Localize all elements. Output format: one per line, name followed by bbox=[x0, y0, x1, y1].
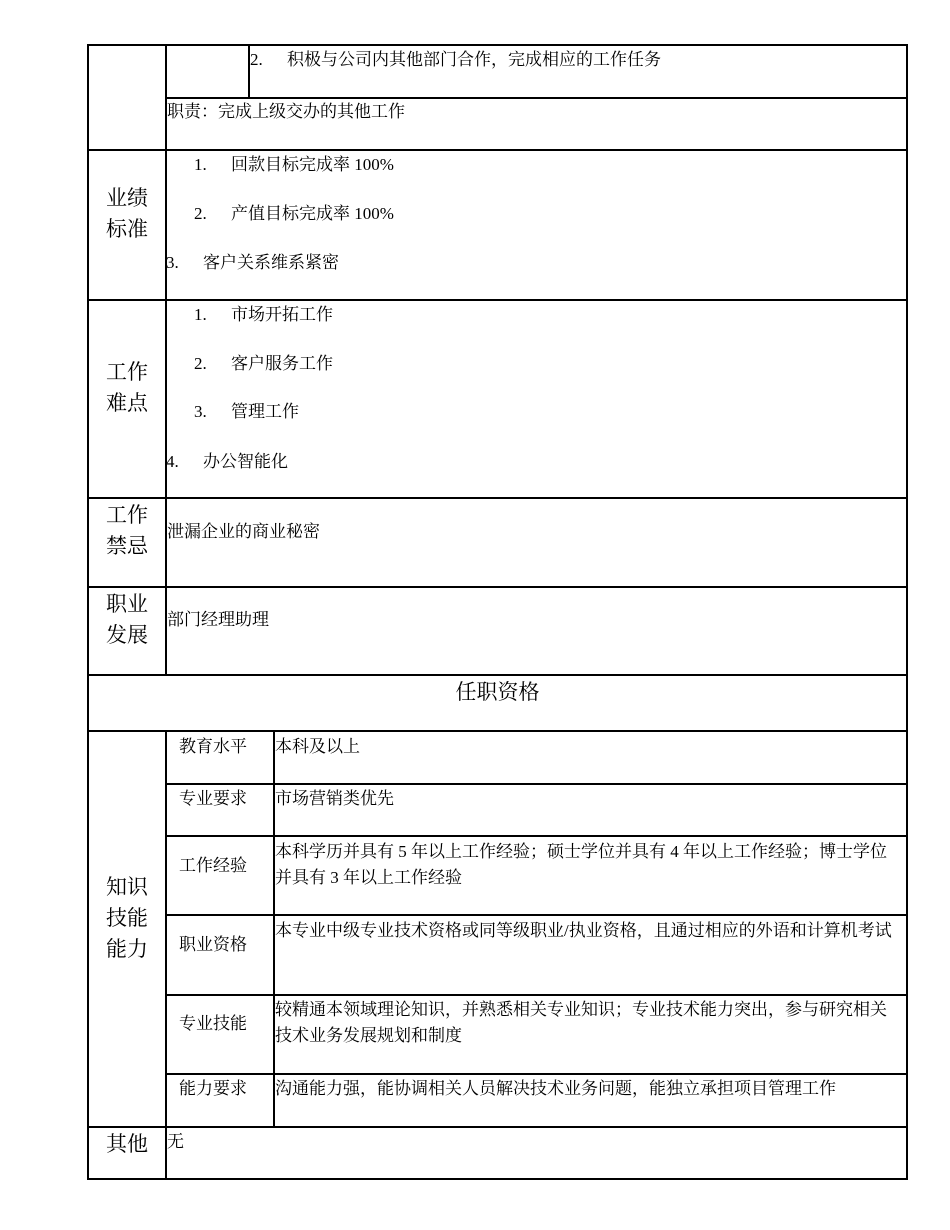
table-border-bottom bbox=[87, 1178, 908, 1180]
label-divider-upper bbox=[165, 44, 167, 676]
career-label: 职业 发展 bbox=[106, 592, 148, 647]
divider-qual-title bbox=[87, 674, 908, 676]
qual-row-1-name: 教育水平 bbox=[179, 737, 247, 756]
difficulty-item-4-text: 办公智能化 bbox=[203, 452, 288, 471]
difficulties-label: 工作 难点 bbox=[106, 360, 148, 415]
label-divider-lower bbox=[165, 731, 167, 1179]
difficulty-item-4-number: 4. bbox=[166, 452, 179, 471]
duty-item-text: 积极与公司内其他部门合作，完成相应的工作任务 bbox=[287, 50, 661, 69]
qual-row-2-value: 市场营销类优先 bbox=[275, 789, 394, 808]
table-border-right bbox=[906, 44, 908, 1180]
qual-row-5-value: 较精通本领域理论知识，并熟悉相关专业知识；专业技术能力突出，参与研究相关技术业务发展规划和制度 bbox=[275, 1000, 887, 1045]
divider-qual-body bbox=[87, 730, 908, 732]
taboos-text: 泄漏企业的商业秘密 bbox=[167, 522, 320, 541]
performance-label: 业绩 标准 bbox=[106, 186, 148, 241]
qual-row-divider-3 bbox=[165, 914, 908, 916]
difficulty-item-1-number: 1. bbox=[194, 305, 207, 324]
performance-item-3-number: 3. bbox=[166, 253, 179, 272]
performance-item-1-text: 回款目标完成率 100% bbox=[231, 155, 394, 174]
table-border-left bbox=[87, 44, 89, 1180]
qual-row-6-name: 能力要求 bbox=[179, 1079, 247, 1098]
performance-item-3-text: 客户关系维系紧密 bbox=[203, 253, 339, 272]
other-label: 其他 bbox=[106, 1132, 148, 1156]
difficulty-item-2-text: 客户服务工作 bbox=[231, 354, 333, 373]
qual-row-divider-2 bbox=[165, 835, 908, 837]
other-text: 无 bbox=[167, 1132, 184, 1151]
qual-row-divider-1 bbox=[165, 783, 908, 785]
qual-row-6-value: 沟通能力强，能协调相关人员解决技术业务问题，能独立承担项目管理工作 bbox=[275, 1079, 836, 1098]
qual-row-3-name: 工作经验 bbox=[179, 856, 247, 875]
other-duty-text: 职责：完成上级交办的其他工作 bbox=[167, 102, 405, 121]
qualifications-title: 任职资格 bbox=[455, 680, 540, 704]
qual-row-4-name: 职业资格 bbox=[179, 935, 247, 954]
qual-row-1-value: 本科及以上 bbox=[275, 737, 360, 756]
duty-item-number: 2. bbox=[250, 50, 263, 69]
performance-item-2-text: 产值目标完成率 100% bbox=[231, 204, 394, 223]
divider-other bbox=[87, 1126, 908, 1128]
qual-row-4-value: 本专业中级专业技术资格或同等级职业/执业资格，且通过相应的外语和计算机考试 bbox=[275, 921, 892, 940]
divider-difficulties bbox=[87, 299, 908, 301]
taboos-label: 工作 禁忌 bbox=[106, 503, 148, 558]
performance-item-1-number: 1. bbox=[194, 155, 207, 174]
difficulty-item-2-number: 2. bbox=[194, 354, 207, 373]
difficulty-item-3-number: 3. bbox=[194, 402, 207, 421]
divider-performance bbox=[87, 149, 908, 151]
performance-item-2-number: 2. bbox=[194, 204, 207, 223]
qual-row-3-value: 本科学历并具有 5 年以上工作经验；硕士学位并具有 4 年以上工作经验；博士学位并具有 3 年以上工作经验 bbox=[275, 842, 887, 887]
qual-row-divider-5 bbox=[165, 1073, 908, 1075]
table-border-top bbox=[87, 44, 908, 46]
difficulty-item-3-text: 管理工作 bbox=[231, 402, 299, 421]
difficulty-item-1-text: 市场开拓工作 bbox=[231, 305, 333, 324]
divider-taboos bbox=[87, 497, 908, 499]
career-text: 部门经理助理 bbox=[167, 610, 269, 629]
qual-row-5-name: 专业技能 bbox=[179, 1014, 247, 1033]
qualifications-label: 知识 技能 能力 bbox=[106, 875, 148, 961]
qual-row-divider-4 bbox=[165, 994, 908, 996]
qual-row-2-name: 专业要求 bbox=[179, 789, 247, 808]
divider-career bbox=[87, 586, 908, 588]
